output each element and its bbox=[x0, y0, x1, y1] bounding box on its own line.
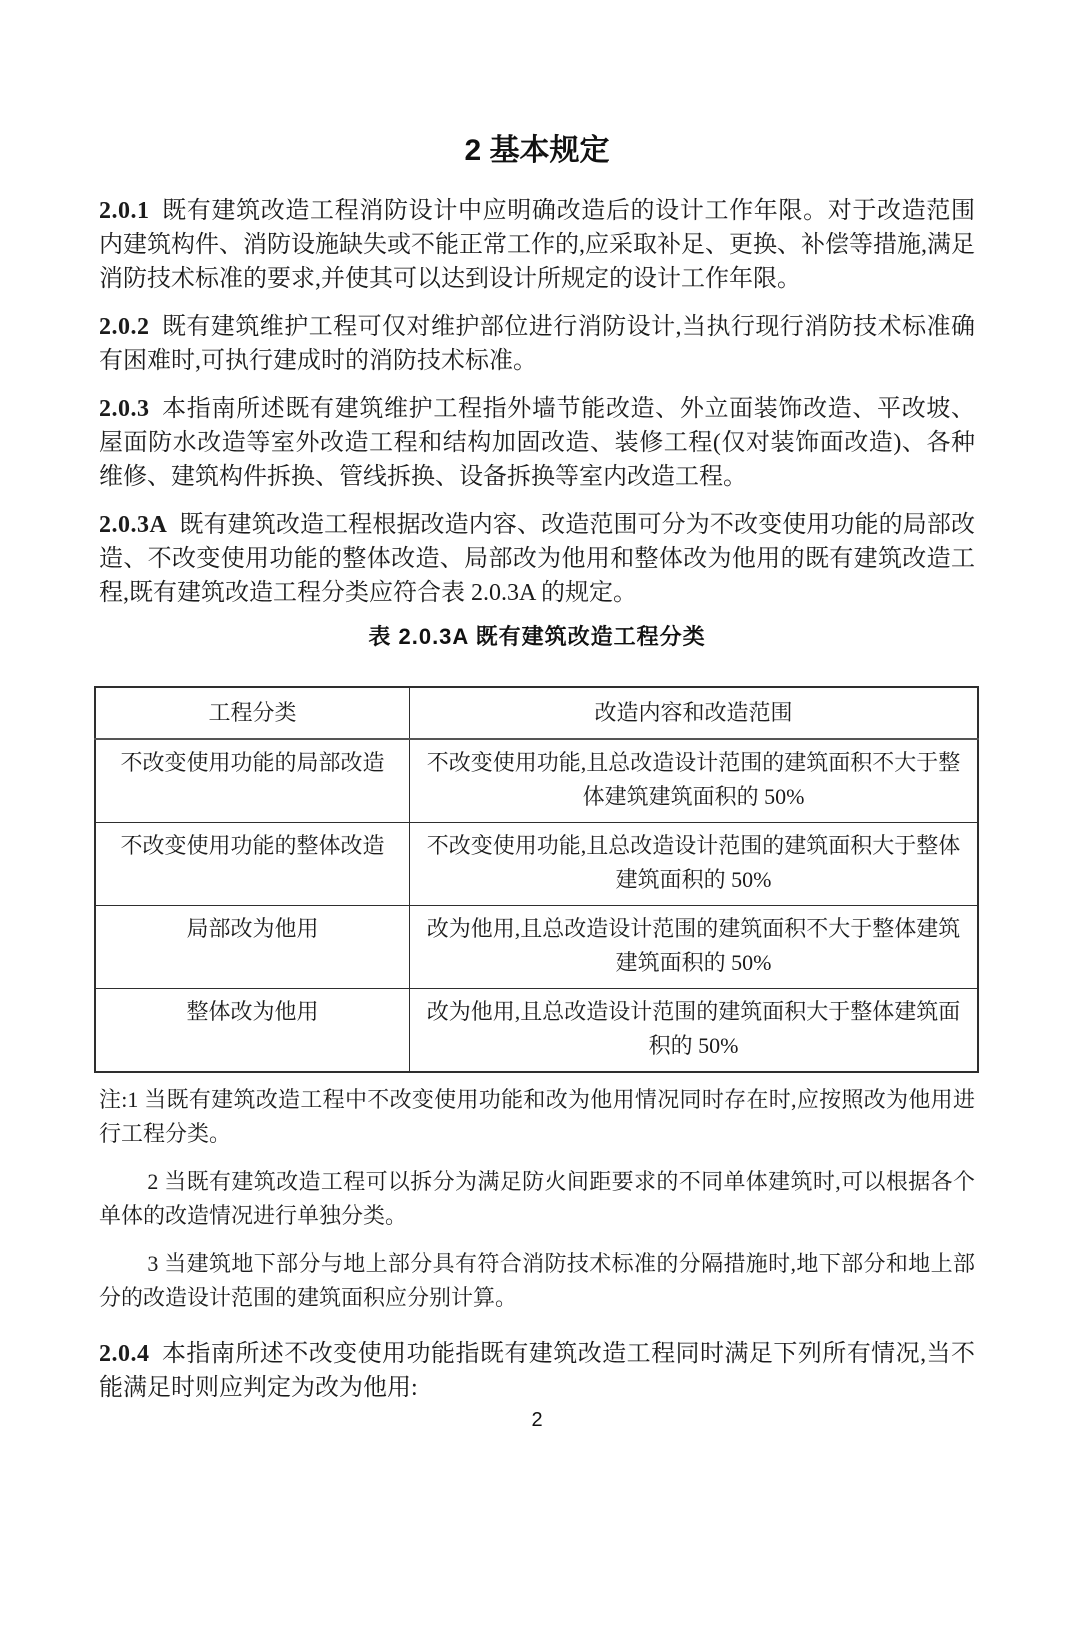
table-note-3: 3 当建筑地下部分与地上部分具有符合消防技术标准的分隔措施时,地下部分和地上部分的改造设计范围的建筑面积应分别计算。 bbox=[99, 1251, 975, 1310]
table-caption: 表 2.0.3A 既有建筑改造工程分类 bbox=[368, 624, 706, 649]
classification-table bbox=[94, 686, 979, 1073]
table-header-row bbox=[95, 687, 978, 739]
clause-text: 本指南所述既有建筑维护工程指外墙节能改造、外立面装饰改造、平改坡、屋面防水改造等室外改造工程和结构加固改造、装修工程(仅对装饰面改造)、各种维修、建筑构件拆换、管线拆换、设备拆换等室内改造工程。 bbox=[99, 396, 975, 490]
table-cell-scope: 不改变使用功能,且总改造设计范围的建筑面积大于整体建筑面积的 50% bbox=[410, 823, 979, 906]
table-cell-category: 不改变使用功能的整体改造 bbox=[95, 823, 410, 906]
clause-2-0-3A bbox=[99, 508, 975, 610]
clause-text: 既有建筑改造工程根据改造内容、改造范围可分为不改变使用功能的局部改造、不改变使用功能的整体改造、局部改为他用和整体改为他用的既有建筑改造工程,既有建筑改造工程分类应符合表 2.0.3A 的规定。 bbox=[99, 512, 975, 606]
clause-2-0-4 bbox=[99, 1337, 975, 1405]
table-cell-scope: 改为他用,且总改造设计范围的建筑面积大于整体建筑面积的 50% bbox=[410, 989, 979, 1073]
table-row bbox=[95, 739, 978, 823]
table-note-2: 2 当既有建筑改造工程可以拆分为满足防火间距要求的不同单体建筑时,可以根据各个单体的改造情况进行单独分类。 bbox=[99, 1169, 975, 1228]
table-row bbox=[95, 989, 978, 1073]
clause-text: 既有建筑维护工程可仅对维护部位进行消防设计,当执行现行消防技术标准确有困难时,可执行建成时的消防技术标准。 bbox=[99, 314, 975, 374]
clause-number: 2.0.2 bbox=[99, 314, 150, 340]
clause-number: 2.0.4 bbox=[99, 1341, 150, 1367]
document-page bbox=[99, 130, 975, 1432]
table-notes bbox=[99, 1083, 975, 1315]
table-row bbox=[95, 823, 978, 906]
page-number: 2 bbox=[531, 1409, 543, 1431]
clause-number: 2.0.1 bbox=[99, 198, 150, 224]
table-row bbox=[95, 906, 978, 989]
table-header-category: 工程分类 bbox=[95, 687, 410, 739]
clause-2-0-3 bbox=[99, 392, 975, 494]
table-cell-scope: 不改变使用功能,且总改造设计范围的建筑面积不大于整体建筑建筑面积的 50% bbox=[410, 739, 979, 823]
clause-text: 既有建筑改造工程消防设计中应明确改造后的设计工作年限。对于改造范围内建筑构件、消防设施缺失或不能正常工作的,应采取补足、更换、补偿等措施,满足消防技术标准的要求,并使其可以达到设计所规定的设计工作年限。 bbox=[99, 198, 975, 292]
clause-2-0-1 bbox=[99, 194, 975, 296]
clause-number: 2.0.3 bbox=[99, 396, 150, 422]
table-cell-category: 不改变使用功能的局部改造 bbox=[95, 739, 410, 823]
clause-text: 本指南所述不改变使用功能指既有建筑改造工程同时满足下列所有情况,当不能满足时则应判定为改为他用: bbox=[99, 1341, 975, 1401]
table-note-1: 注:1 当既有建筑改造工程中不改变使用功能和改为他用情况同时存在时,应按照改为他用进行工程分类。 bbox=[99, 1087, 975, 1146]
clause-number: 2.0.3A bbox=[99, 512, 168, 538]
table-cell-scope: 改为他用,且总改造设计范围的建筑面积不大于整体建筑建筑面积的 50% bbox=[410, 906, 979, 989]
table-header-scope: 改造内容和改造范围 bbox=[410, 687, 979, 739]
clause-2-0-2 bbox=[99, 310, 975, 378]
page-title: 2 基本规定 bbox=[464, 134, 610, 167]
table-cell-category: 局部改为他用 bbox=[95, 906, 410, 989]
table-cell-category: 整体改为他用 bbox=[95, 989, 410, 1073]
